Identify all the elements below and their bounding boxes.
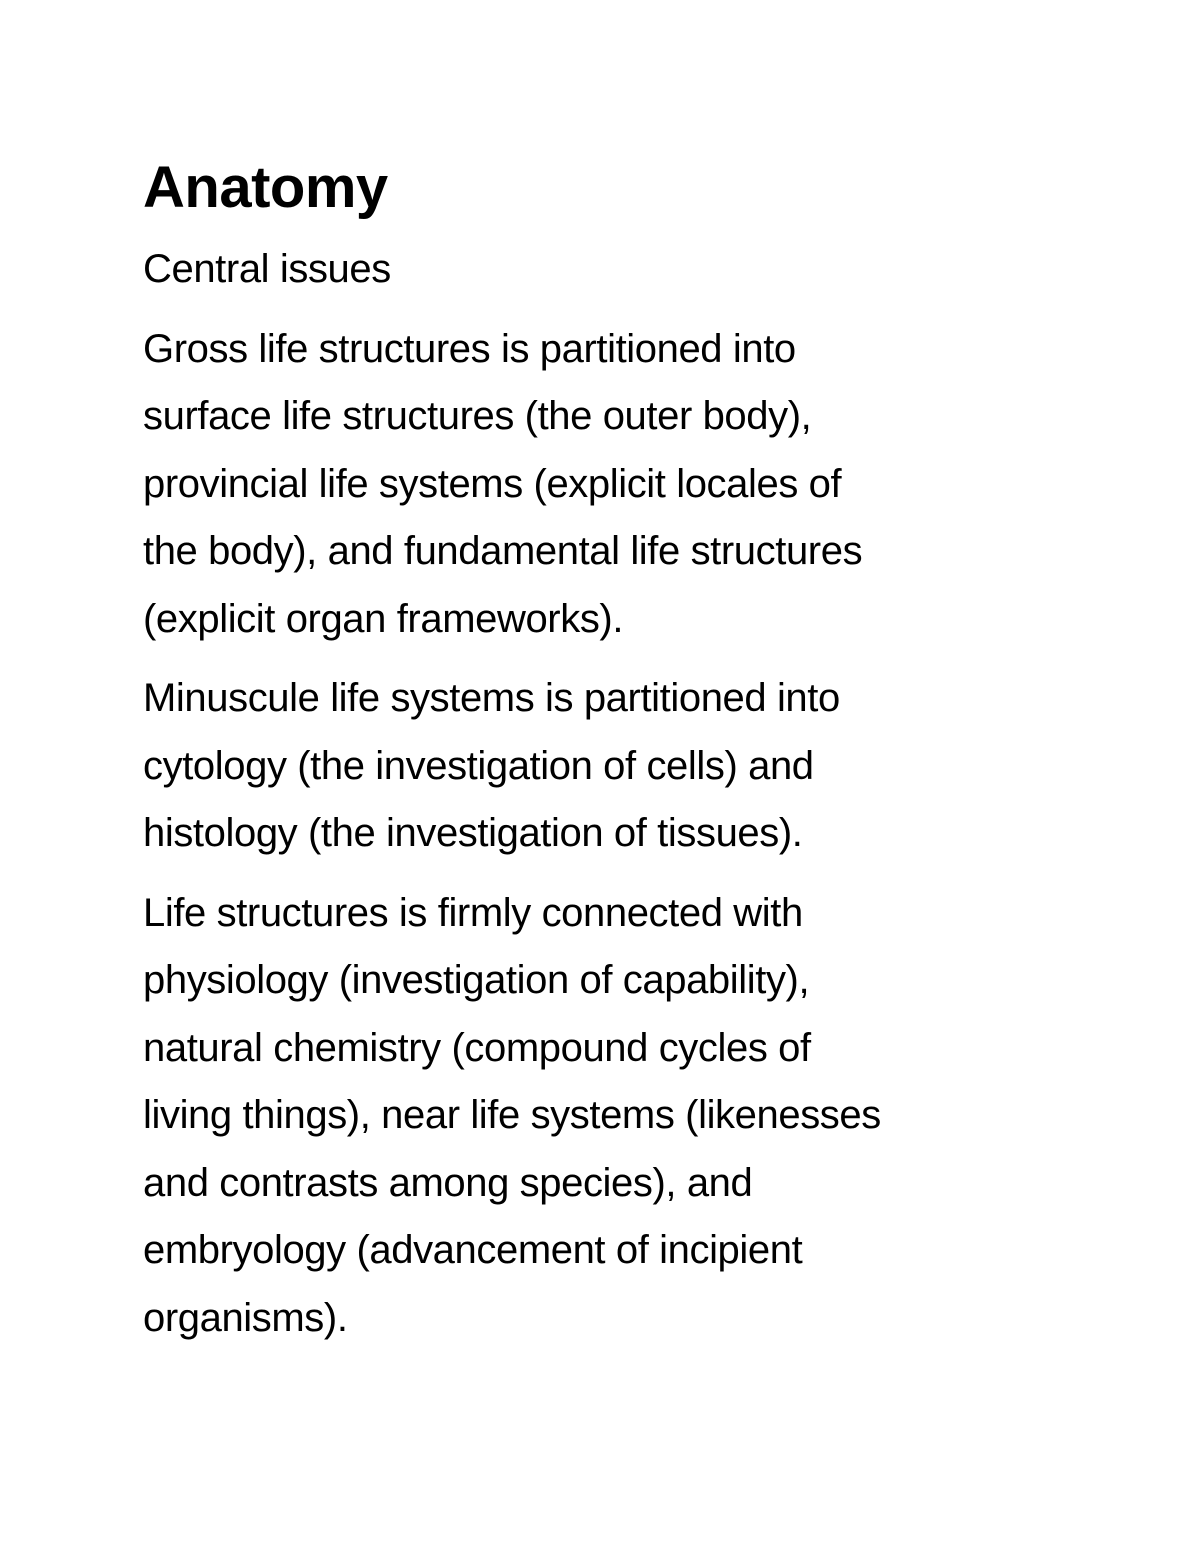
- paragraph-related-fields: Life structures is firmly connected with physiology (investigation of capability), natural chemistry (compound cycles of living things), near life systems (likenesses and contrasts among species), and embryology (advancement of incipient organisms).: [143, 890, 881, 1340]
- paragraph-gross-anatomy: Gross life structures is partitioned into surface life structures (the outer body), provincial life systems (explicit locales of the body), and fundamental life structures (explicit organ frameworks).: [143, 326, 863, 641]
- page-title: Anatomy: [143, 155, 388, 220]
- document-body: [143, 150, 1043, 1364]
- paragraph-microscopic-anatomy: Minuscule life systems is partitioned into cytology (the investigation of cells) and histology (the investigation of tissues).: [143, 676, 840, 855]
- section-heading: Central issues: [143, 247, 391, 291]
